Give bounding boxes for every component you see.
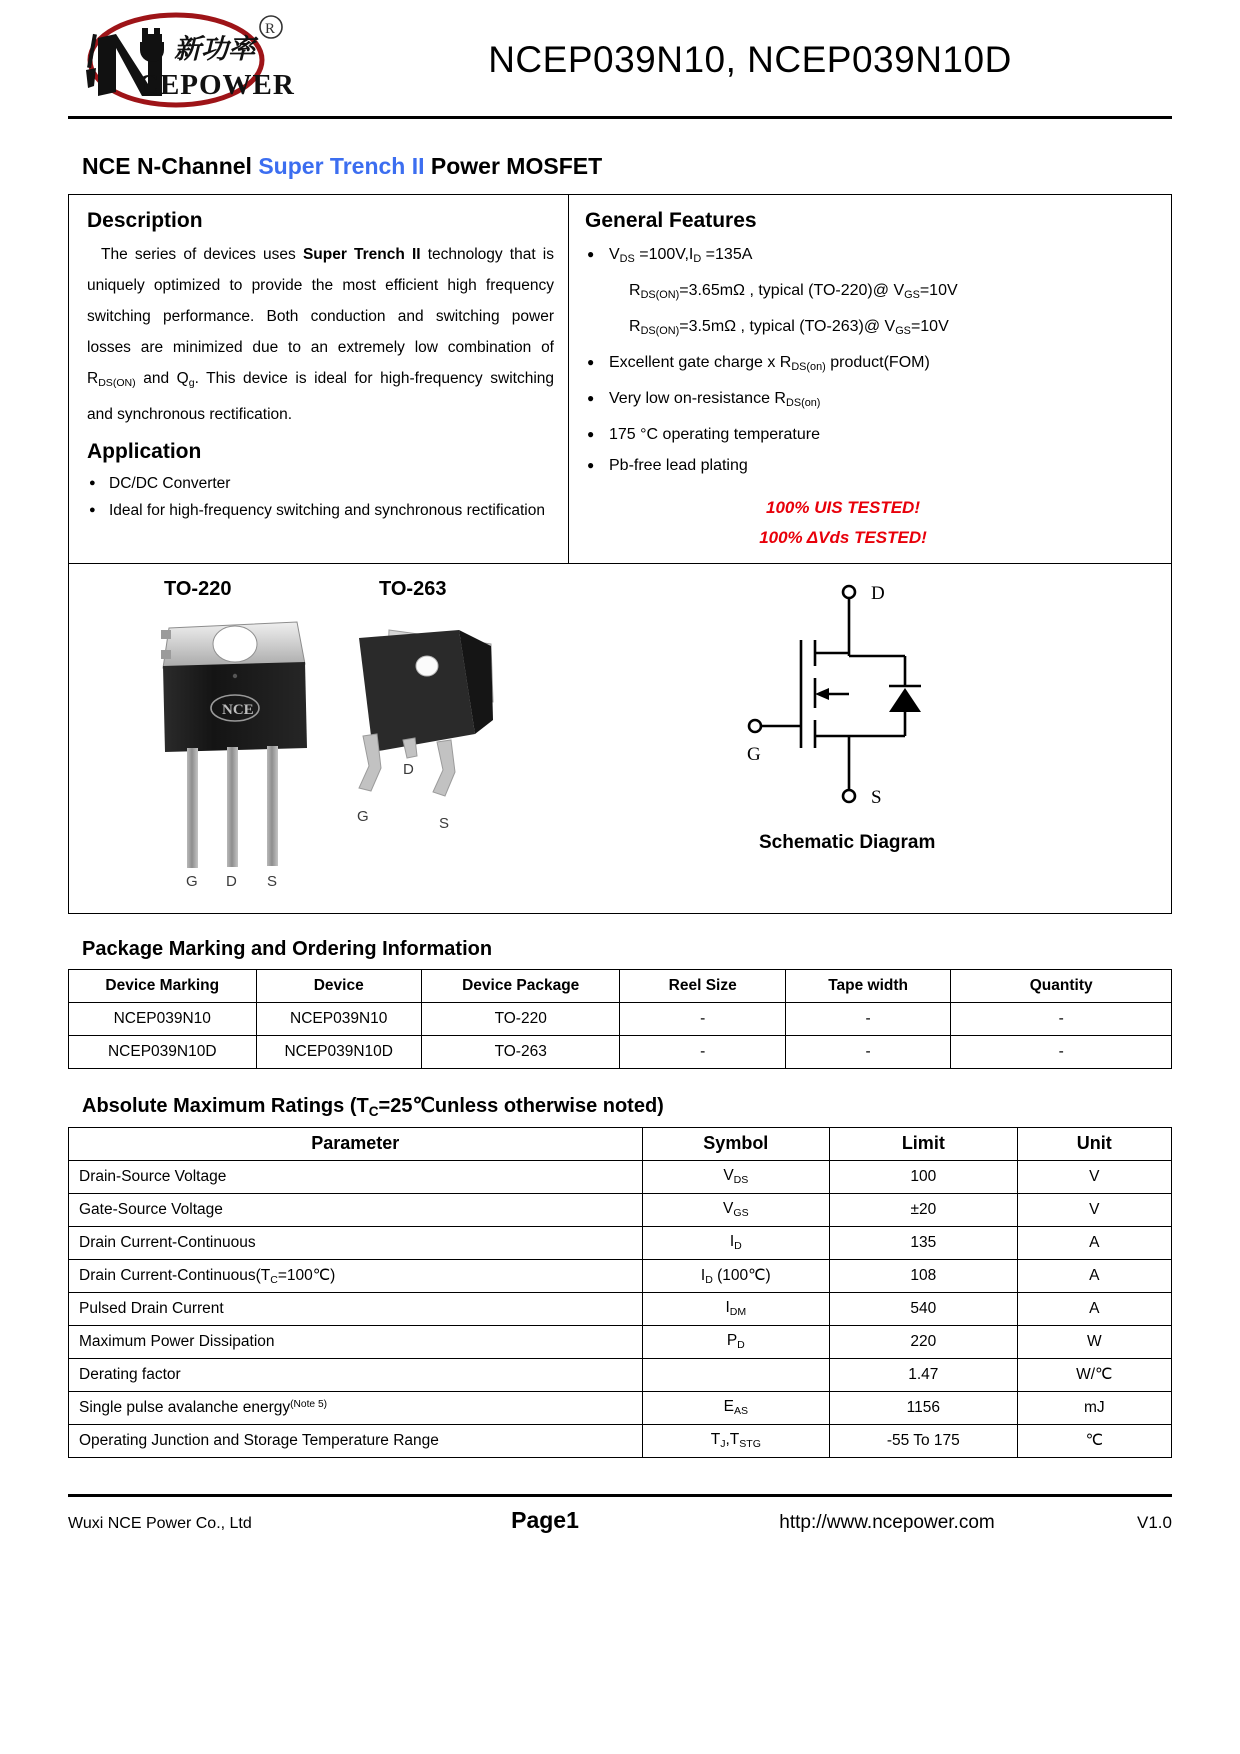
cell-symbol <box>642 1358 830 1391</box>
cell-unit: mJ <box>1017 1391 1171 1424</box>
col-unit: Unit <box>1017 1127 1171 1160</box>
desc-text-4: . This device is ideal for high-frequency switching and synchronous rectification. <box>87 370 554 423</box>
table-row <box>69 1325 1172 1358</box>
schematic-gate-label: G <box>747 744 761 766</box>
page-header <box>68 0 1172 112</box>
to220-pin-d: D <box>226 873 237 891</box>
title-highlight: Super Trench II <box>258 153 425 179</box>
cell-parameter: Drain Current-$Continuous(T_C=100℃)$ <box>69 1259 643 1292</box>
feature-item-low-rdson <box>585 383 1161 419</box>
lowr-sub: DS(on) <box>785 397 821 410</box>
package-images <box>69 564 569 913</box>
cell-parameter: Single pulse avalanche energy$^{(Note 5)}$ <box>69 1391 643 1424</box>
vgs1-val: =10V <box>919 282 958 300</box>
svg-text:NCE: NCE <box>222 702 254 719</box>
company-logo <box>68 8 318 112</box>
cell-symbol: $P_D$ <box>642 1325 830 1358</box>
cell-parameter: Operating Junction and Storage Temperature Range <box>69 1424 643 1457</box>
application-item-0: ● DC/DC Converter <box>87 470 554 497</box>
features-heading: General Features <box>585 209 757 232</box>
footer-page <box>368 1507 722 1534</box>
cell-unit: V <box>1017 1193 1171 1226</box>
cell-symbol: $I_{DM}$ <box>642 1292 830 1325</box>
col-device: Device <box>256 970 421 1003</box>
cell-package: TO-220 <box>421 1003 620 1036</box>
cell-limit: 108 <box>830 1259 1018 1292</box>
rdson1-sub: DS(ON) <box>640 289 680 302</box>
footer-company: Wuxi NCE Power Co., Ltd <box>68 1514 252 1532</box>
cell-device: NCEP039N10 <box>256 1003 421 1036</box>
cell-limit: -55 To 175 <box>830 1424 1018 1457</box>
schematic-panel <box>569 564 1171 913</box>
page-footer <box>68 1497 1172 1534</box>
rdson2-sub: DS(ON) <box>640 325 680 338</box>
application-item-1: ● Ideal for high-frequency switching and synchronous rectification <box>87 497 554 524</box>
table-row <box>69 1003 1172 1036</box>
vgs1-sym: V <box>893 282 905 300</box>
cell-symbol: $V_{DS}$ <box>642 1160 830 1193</box>
amr-heading-post: =25℃unless otherwise noted) <box>378 1095 664 1118</box>
feature-rdson-to263 <box>585 311 1161 347</box>
cell-unit: A <box>1017 1292 1171 1325</box>
features-list-rest <box>585 347 1161 481</box>
cell-limit: 220 <box>830 1325 1018 1358</box>
col-symbol: Symbol <box>642 1127 830 1160</box>
footer-version: V1.0 <box>1137 1512 1172 1532</box>
table-header-row <box>69 970 1172 1003</box>
to220-pin-s: S <box>267 873 278 891</box>
fom-sub: DS(on) <box>791 361 826 374</box>
to263-pin-g: G <box>357 808 369 826</box>
id-val: =135A <box>701 246 753 263</box>
ncepower-logo-icon <box>68 8 318 112</box>
to220-pin-g: G <box>186 873 198 891</box>
col-device-package: Device Package <box>421 970 620 1003</box>
schematic-drain-label: D <box>871 583 885 605</box>
cell-device: NCEP039N10D <box>256 1036 421 1069</box>
feature-item-voltage-current <box>585 239 1161 275</box>
cell-limit: 1156 <box>830 1391 1018 1424</box>
cell-unit: W/℃ <box>1017 1358 1171 1391</box>
vds-val: =100V, <box>634 246 689 263</box>
cell-parameter: Drain-Source Voltage <box>69 1160 643 1193</box>
vgs2-sym: V <box>884 318 896 336</box>
svg-text:新功率: 新功率 <box>174 34 255 65</box>
col-tape-width: Tape width <box>785 970 950 1003</box>
description-column <box>69 195 569 563</box>
amr-heading-pre: Absolute Maximum Ratings (T <box>82 1095 369 1118</box>
mosfet-schematic-icon <box>729 578 959 828</box>
cell-unit: V <box>1017 1160 1171 1193</box>
package-schematic-row <box>69 563 1171 913</box>
cell-symbol: $T_J,T_{STG}$ <box>642 1424 830 1457</box>
desc-bold: Super Trench II <box>302 246 421 263</box>
lowr-text: Very low on-resistance R <box>609 390 786 408</box>
table-row <box>69 1358 1172 1391</box>
tested-badges <box>585 493 1161 553</box>
table-row <box>69 1292 1172 1325</box>
features-column <box>569 195 1171 563</box>
absolute-maximum-ratings-table <box>68 1127 1172 1458</box>
title-post: Power MOSFET <box>424 153 603 179</box>
desc-text-1: The series of devices uses <box>101 246 303 263</box>
fom-text-b: product(FOM) <box>825 354 930 372</box>
cell-limit: ±20 <box>830 1193 1018 1226</box>
cell-limit: 1.47 <box>830 1358 1018 1391</box>
cell-parameter: Drain Current-Continuous <box>69 1226 643 1259</box>
cell-unit: A <box>1017 1259 1171 1292</box>
id-sub: D <box>693 253 702 266</box>
feature-item-temperature: ● 175 °C operating temperature <box>585 419 1161 450</box>
table-row <box>69 1391 1172 1424</box>
cell-symbol: $E_{AS}$ <box>642 1391 830 1424</box>
desc-r-sub: DS(ON) <box>98 376 136 389</box>
cell-reel: - <box>620 1003 785 1036</box>
footer-page-number: 1 <box>566 1506 579 1533</box>
table-header-row <box>69 1127 1172 1160</box>
rdson2-sym: R <box>629 318 641 336</box>
schematic-diagram-label: Schematic Diagram <box>759 832 936 854</box>
to220-package-image <box>147 616 337 896</box>
to263-label: TO-263 <box>379 578 447 601</box>
page-title <box>82 153 1172 180</box>
uis-tested-badge: 100% UIS TESTED! <box>766 498 920 518</box>
title-pre: NCE N-Channel <box>82 153 259 179</box>
cell-tape: - <box>785 1036 950 1069</box>
vgs2-val: =10V <box>910 318 949 336</box>
to263-pin-s: S <box>439 815 450 833</box>
desc-r: R <box>87 370 99 387</box>
cell-symbol: $I_D$ (100℃) <box>642 1259 830 1292</box>
ordering-table <box>68 969 1172 1069</box>
id-sym: I <box>688 246 694 263</box>
cell-unit: A <box>1017 1226 1171 1259</box>
cell-parameter: Maximum Power Dissipation <box>69 1325 643 1358</box>
cell-parameter: Derating factor <box>69 1358 643 1391</box>
cell-limit: 135 <box>830 1226 1018 1259</box>
rdson1-sym: R <box>629 282 641 300</box>
table-row <box>69 1193 1172 1226</box>
cell-device-marking: NCEP039N10 <box>69 1003 257 1036</box>
rdson1-val: =3.65mΩ , typical (TO-220)@ <box>679 282 894 300</box>
feature-rdson-to220 <box>585 275 1161 311</box>
col-reel-size: Reel Size <box>620 970 785 1003</box>
vgs2-sub: GS <box>895 325 911 338</box>
desc-q-sub: g <box>188 376 195 389</box>
table-row <box>69 1036 1172 1069</box>
description-heading: Description <box>87 209 203 232</box>
vgs1-sub: GS <box>904 289 920 302</box>
rdson2-val: =3.5mΩ , typical (TO-263)@ <box>679 318 885 336</box>
cell-device-marking: NCEP039N10D <box>69 1036 257 1069</box>
cell-parameter: Gate-Source Voltage <box>69 1193 643 1226</box>
col-parameter: Parameter <box>69 1127 643 1160</box>
cell-quantity: - <box>951 1003 1172 1036</box>
table-row <box>69 1259 1172 1292</box>
cell-tape: - <box>785 1003 950 1036</box>
svg-text:CEPOWER: CEPOWER <box>138 69 295 101</box>
cell-symbol: $V_{GS}$ <box>642 1193 830 1226</box>
part-number-title: NCEP039N10, NCEP039N10D <box>488 39 1012 80</box>
svg-text:R: R <box>265 21 276 37</box>
schematic-source-label: S <box>871 787 882 809</box>
header-divider <box>68 116 1172 119</box>
desc-text-3: and Q <box>135 370 189 387</box>
cell-parameter: Pulsed Drain Current <box>69 1292 643 1325</box>
footer-url[interactable]: http://www.ncepower.com <box>779 1511 995 1533</box>
table-row <box>69 1424 1172 1457</box>
cell-reel: - <box>620 1036 785 1069</box>
desc-text-2: technology that is uniquely optimized to provide the most efficient high frequency switching performance. Both conduction and switching power losses are minimized due to an extremely low combination of <box>87 246 554 356</box>
cell-unit: ℃ <box>1017 1424 1171 1457</box>
cell-limit: 100 <box>830 1160 1018 1193</box>
col-device-marking: Device Marking <box>69 970 257 1003</box>
features-list <box>585 239 1161 275</box>
amr-heading <box>82 1093 1172 1119</box>
vds-sub: DS <box>619 253 635 266</box>
fom-text-a: Excellent gate charge x R <box>609 354 792 372</box>
table-row <box>69 1226 1172 1259</box>
vds-sym: V <box>609 246 620 263</box>
dvds-tested-badge: 100% ΔVds TESTED! <box>759 528 927 548</box>
to220-label: TO-220 <box>164 578 232 601</box>
to263-pin-d: D <box>403 761 414 779</box>
description-body <box>87 239 554 430</box>
table-row <box>69 1160 1172 1193</box>
cell-limit: 540 <box>830 1292 1018 1325</box>
footer-page-label: Page <box>511 1506 567 1533</box>
overview-box <box>68 194 1172 914</box>
feature-item-pbfree: ● Pb-free lead plating <box>585 450 1161 481</box>
cell-package: TO-263 <box>421 1036 620 1069</box>
cell-unit: W <box>1017 1325 1171 1358</box>
amr-heading-sub: C <box>368 1103 379 1119</box>
col-quantity: Quantity <box>951 970 1172 1003</box>
cell-quantity: - <box>951 1036 1172 1069</box>
to263-package-image <box>341 616 521 846</box>
feature-item-fom <box>585 347 1161 383</box>
note-ref: (Note 5) <box>290 1398 328 1410</box>
ordering-heading: Package Marking and Ordering Information <box>82 938 493 961</box>
cell-symbol: $I_D$ <box>642 1226 830 1259</box>
application-heading: Application <box>87 439 202 463</box>
col-limit: Limit <box>830 1127 1018 1160</box>
application-list <box>87 470 554 524</box>
